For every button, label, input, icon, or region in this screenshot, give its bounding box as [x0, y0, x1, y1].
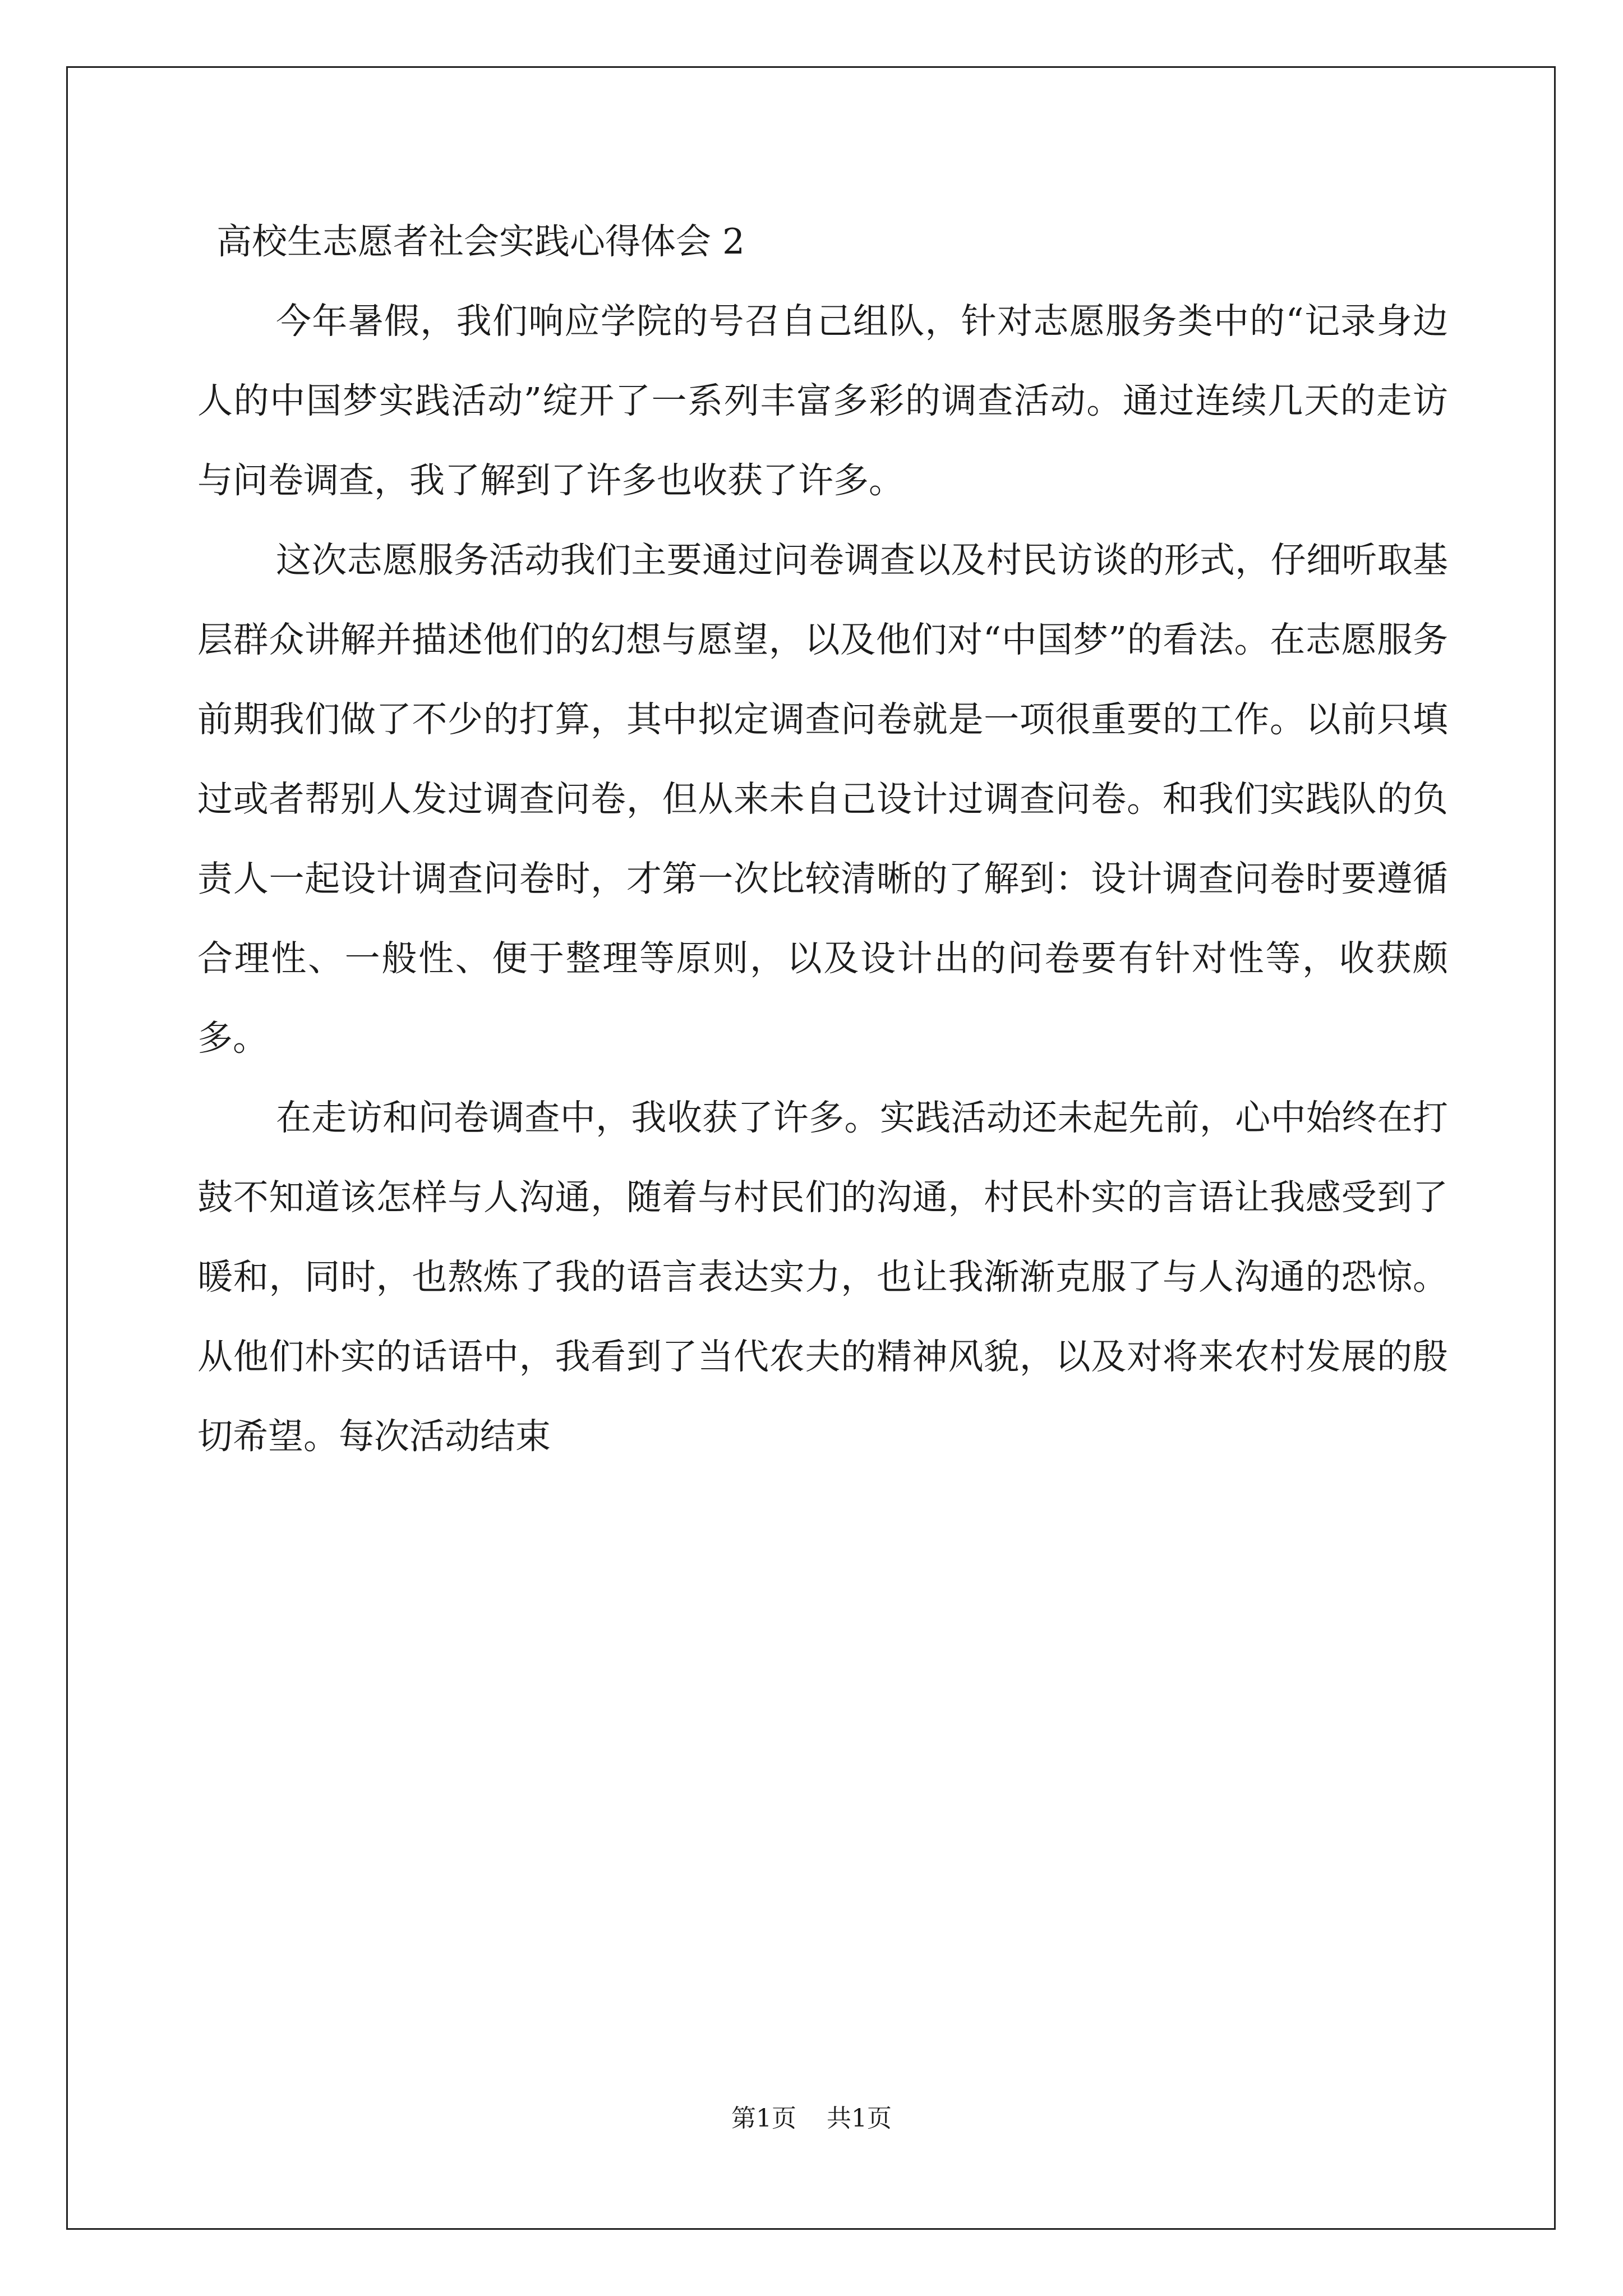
- paragraph-2: 这次志愿服务活动我们主要通过问卷调查以及村民访谈的形式，仔细听取基层群众讲解并描述他们的幻想与愿望，以及他们对“中国梦”的看法。在志愿服务前期我们做了不少的打算，其中拟定调查问卷就是一项很重要的工作。以前只填过或者帮别人发过调查问卷，但从来未自己设计过调查问卷。和我们实践队的负责人一起设计调查问卷时，才第一次比较清晰的了解到：设计调查问卷时要遵循合理性、一般性、便于整理等原则，以及设计出的问卷要有针对性等，收获颇多。: [197, 540, 1448, 1059]
- document-body: [197, 202, 1448, 1476]
- paragraph-3: 在走访和问卷调查中，我收获了许多。实践活动还未起先前，心中始终在打鼓不知道该怎样与人沟通，随着与村民们的沟通，村民朴实的言语让我感受到了暖和，同时，也熬炼了我的语言表达实力，也让我渐渐克服了与人沟通的恐惊。从他们朴实的话语中，我看到了当代农夫的精神风貌，以及对将来农村发展的殷切希望。每次活动结束: [197, 1097, 1448, 1457]
- paragraph-1: 今年暑假，我们响应学院的号召自己组队，针对志愿服务类中的“记录身边人的中国梦实践活动”绽开了一系列丰富多彩的调查活动。通过连续几天的走访与问卷调查，我了解到了许多也收获了许多。: [197, 301, 1448, 501]
- document-title: 高校生志愿者社会实践心得体会 2: [216, 221, 745, 262]
- page-footer: 第1页 共1页: [731, 2104, 892, 2133]
